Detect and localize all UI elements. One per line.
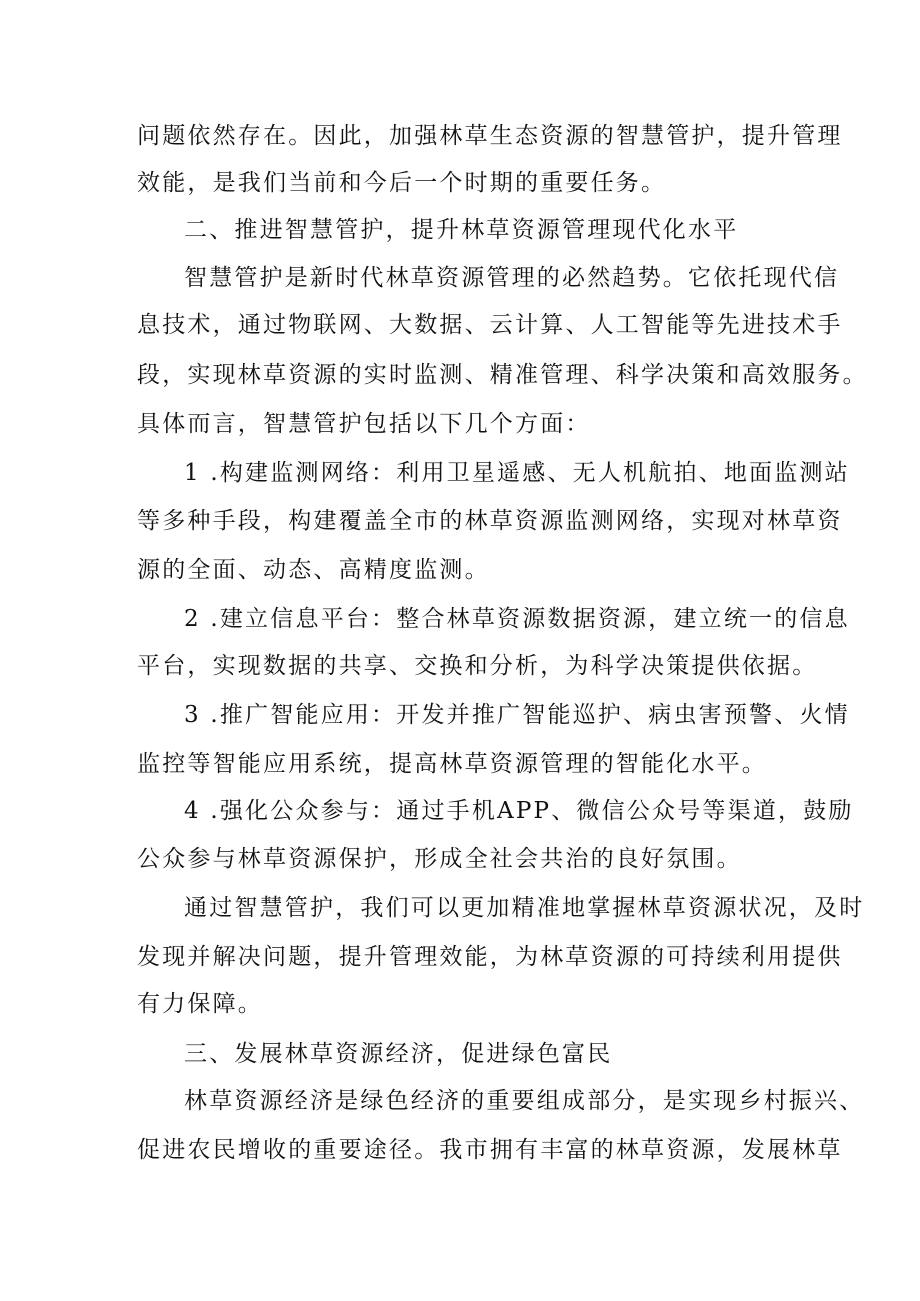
- list-item-line: 监控等智能应用系统，提高林草资源管理的智能化水平。: [137, 751, 767, 777]
- list-item-line: 3 .推广智能应用：开发并推广智能巡护、病虫害预警、火情: [184, 702, 850, 728]
- paragraph-line: 促进农民增收的重要途径。我市拥有丰富的林草资源，发展林草: [137, 1137, 843, 1163]
- section-heading: 三、发展林草资源经济，促进绿色富民: [184, 1041, 613, 1067]
- paragraph-line: 问题依然存在。因此，加强林草生态资源的智慧管护，提升管理: [137, 123, 843, 149]
- paragraph-line: 林草资源经济是绿色经济的重要组成部分，是实现乡村振兴、: [184, 1088, 865, 1114]
- list-item-line: 公众参与林草资源保护，形成全社会共治的良好氛围。: [137, 846, 742, 872]
- paragraph-line: 具体而言，智慧管护包括以下几个方面：: [137, 411, 591, 437]
- list-item-line: 等多种手段，构建覆盖全市的林草资源监测网络，实现对林草资: [137, 508, 843, 534]
- paragraph-line: 发现并解决问题，提升管理效能，为林草资源的可持续利用提供: [137, 944, 843, 970]
- list-item-line: 4 .强化公众参与：通过手机APP、微信公众号等渠道，鼓励: [184, 798, 854, 824]
- section-heading: 二、推进智慧管护，提升林草资源管理现代化水平: [184, 217, 739, 243]
- paragraph-line: 智慧管护是新时代林草资源管理的必然趋势。它依托现代信: [184, 265, 840, 291]
- list-item-line: 源的全面、动态、高精度监测。: [137, 557, 490, 583]
- paragraph-line: 通过智慧管护，我们可以更加精准地掌握林草资源状况，及时: [184, 895, 865, 921]
- list-item-line: 平台，实现数据的共享、交换和分析，为科学决策提供依据。: [137, 653, 818, 679]
- paragraph-line: 有力保障。: [137, 991, 263, 1017]
- list-item-line: 1 .构建监测网络：利用卫星遥感、无人机航拍、地面监测站: [184, 460, 850, 486]
- paragraph-line: 效能，是我们当前和今后一个时期的重要任务。: [137, 170, 667, 196]
- paragraph-line: 息技术，通过物联网、大数据、云计算、人工智能等先进技术手: [137, 312, 843, 338]
- list-item-line: 2 .建立信息平台：整合林草资源数据资源，建立统一的信息: [184, 606, 850, 632]
- paragraph-line: 段，实现林草资源的实时监测、精准管理、科学决策和高效服务。: [137, 362, 868, 388]
